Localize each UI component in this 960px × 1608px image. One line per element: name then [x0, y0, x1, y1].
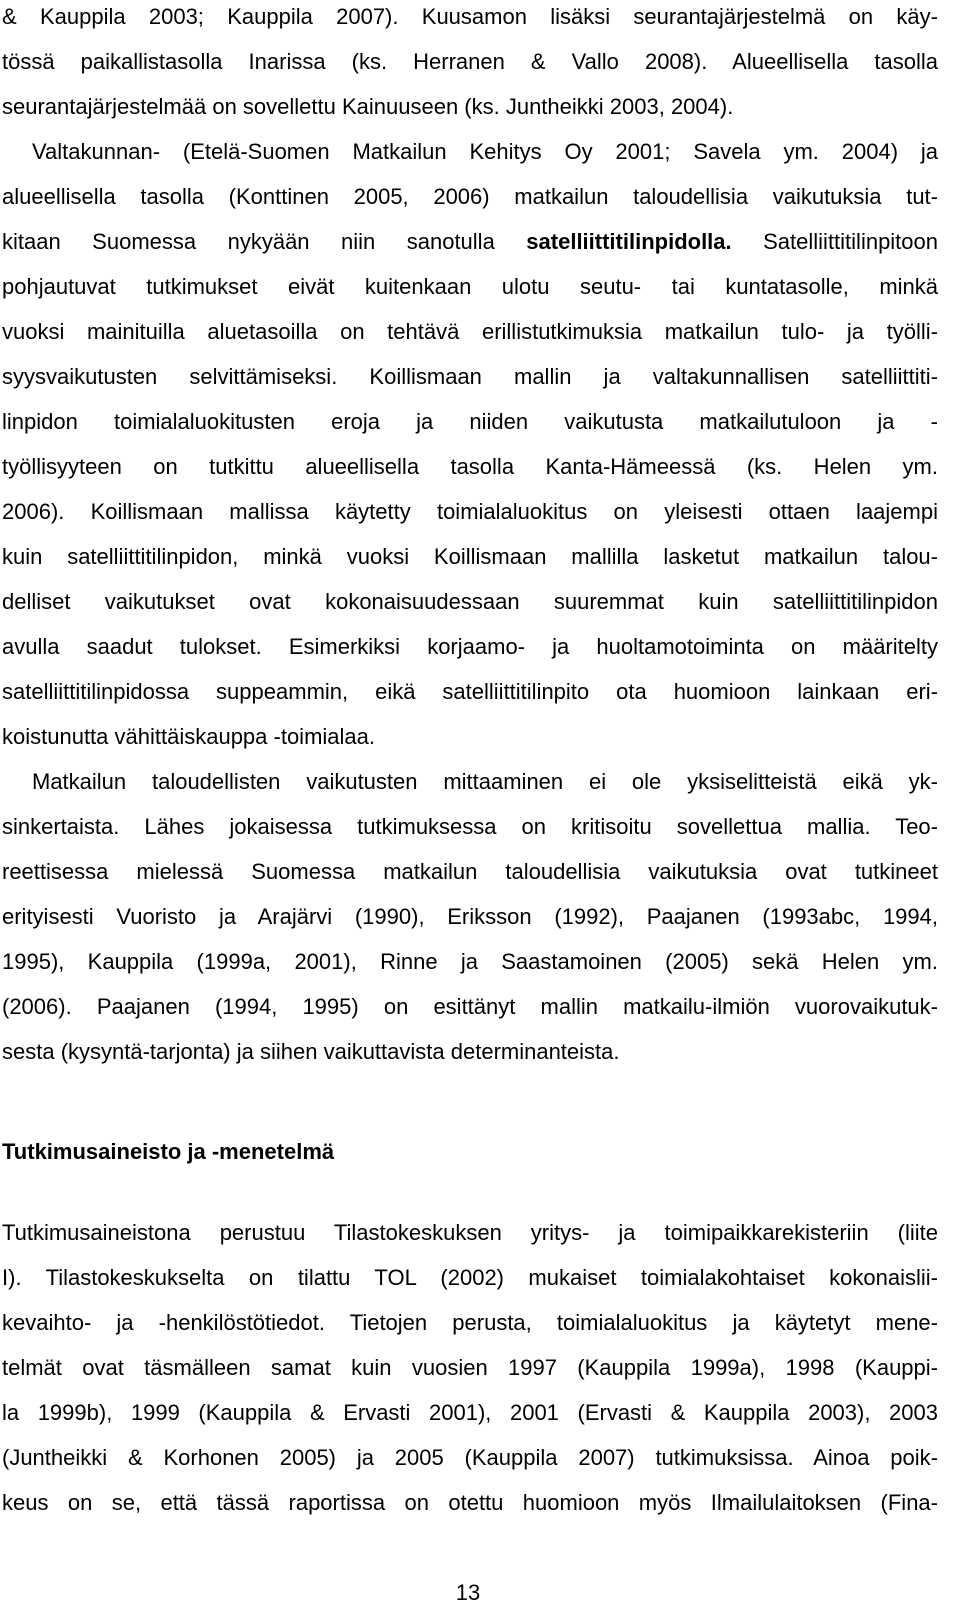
text-line: syysvaikutusten selvittämiseksi. Koillismaan mallin ja valtakunnallisen satelliittiti-: [2, 364, 938, 389]
bold-term: satelliittitilinpidolla.: [526, 229, 732, 254]
text-line: kevaihto- ja -henkilöstötiedot. Tietojen perusta, toimialaluokitus ja käytetyt mene-: [2, 1310, 938, 1335]
text-line: Tutkimusaineistona perustuu Tilastokeskuksen yritys- ja toimipaikkarekisteriin (liite: [2, 1220, 938, 1245]
text-line: (Juntheikki & Korhonen 2005) ja 2005 (Kauppila 2007) tutkimuksissa. Ainoa poik-: [2, 1445, 938, 1470]
text-line: (2006). Paajanen (1994, 1995) on esittänyt mallin matkailu-ilmiön vuorovaikutuk-: [2, 994, 938, 1019]
text-line: avulla saadut tulokset. Esimerkiksi korjaamo- ja huoltamotoiminta on määritelty: [2, 634, 938, 659]
text-line: linpidon toimialaluokitusten eroja ja niiden vaikutusta matkailutuloon ja -: [2, 409, 938, 434]
section-heading: Tutkimusaineisto ja -menetelmä: [2, 1139, 335, 1164]
text-line: tössä paikallistasolla Inarissa (ks. Herranen & Vallo 2008). Alueellisella tasolla: [2, 49, 938, 74]
page-number: 13: [455, 1580, 481, 1605]
text-line-with-bold-term: [2, 227, 938, 257]
text-line: la 1999b), 1999 (Kauppila & Ervasti 2001), 2001 (Ervasti & Kauppila 2003), 2003: [2, 1400, 938, 1425]
text-line: sesta (kysyntä-tarjonta) ja siihen vaikuttavista determinanteista.: [2, 1039, 620, 1064]
text-span: kitaan Suomessa nykyään niin sanotulla: [2, 229, 527, 254]
text-line: koistunutta vähittäiskauppa -toimialaa.: [2, 724, 375, 749]
text-line: keus on se, että tässä raportissa on otettu huomioon myös Ilmailulaitoksen (Fina-: [2, 1490, 938, 1515]
text-line: 2006). Koillismaan mallissa käytetty toimialaluokitus on yleisesti ottaen laajempi: [2, 499, 938, 524]
text-line: Matkailun taloudellisten vaikutusten mittaaminen ei ole yksiselitteistä eikä yk-: [32, 769, 938, 794]
text-line: vuoksi mainituilla aluetasoilla on tehtävä erillistutkimuksia matkailun tulo- ja työlli-: [2, 319, 938, 344]
text-line: sinkertaista. Lähes jokaisessa tutkimuksessa on kritisoitu sovellettua mallia. Teo-: [2, 814, 938, 839]
text-span: Satelliittitilinpitoon: [731, 229, 938, 254]
text-line: & Kauppila 2003; Kauppila 2007). Kuusamon lisäksi seurantajärjestelmä on käy-: [2, 4, 938, 29]
text-line: pohjautuvat tutkimukset eivät kuitenkaan ulotu seutu- tai kuntatasolle, minkä: [2, 274, 938, 299]
text-line: alueellisella tasolla (Konttinen 2005, 2006) matkailun taloudellisia vaikutuksia tut-: [2, 184, 938, 209]
text-line: delliset vaikutukset ovat kokonaisuudessaan suuremmat kuin satelliittitilinpidon: [2, 589, 938, 614]
text-line: erityisesti Vuoristo ja Arajärvi (1990), Eriksson (1992), Paajanen (1993abc, 1994,: [2, 904, 938, 929]
text-line: 1995), Kauppila (1999a, 2001), Rinne ja Saastamoinen (2005) sekä Helen ym.: [2, 949, 938, 974]
text-line: Valtakunnan- (Etelä-Suomen Matkailun Kehitys Oy 2001; Savela ym. 2004) ja: [32, 139, 938, 164]
text-line: I). Tilastokeskukselta on tilattu TOL (2002) mukaiset toimialakohtaiset kokonaislii-: [2, 1265, 938, 1290]
text-line: kuin satelliittitilinpidon, minkä vuoksi Koillismaan mallilla lasketut matkailun talou-: [2, 544, 938, 569]
text-line: työllisyyteen on tutkittu alueellisella tasolla Kanta-Hämeessä (ks. Helen ym.: [2, 454, 938, 479]
text-line: telmät ovat täsmälleen samat kuin vuosien 1997 (Kauppila 1999a), 1998 (Kauppi-: [2, 1355, 938, 1380]
text-line: seurantajärjestelmää on sovellettu Kainuuseen (ks. Juntheikki 2003, 2004).: [2, 94, 734, 119]
text-line: satelliittitilinpidossa suppeammin, eikä satelliittitilinpito ota huomioon lainkaan eri-: [2, 679, 938, 704]
text-line: reettisessa mielessä Suomessa matkailun taloudellisia vaikutuksia ovat tutkineet: [2, 859, 938, 884]
